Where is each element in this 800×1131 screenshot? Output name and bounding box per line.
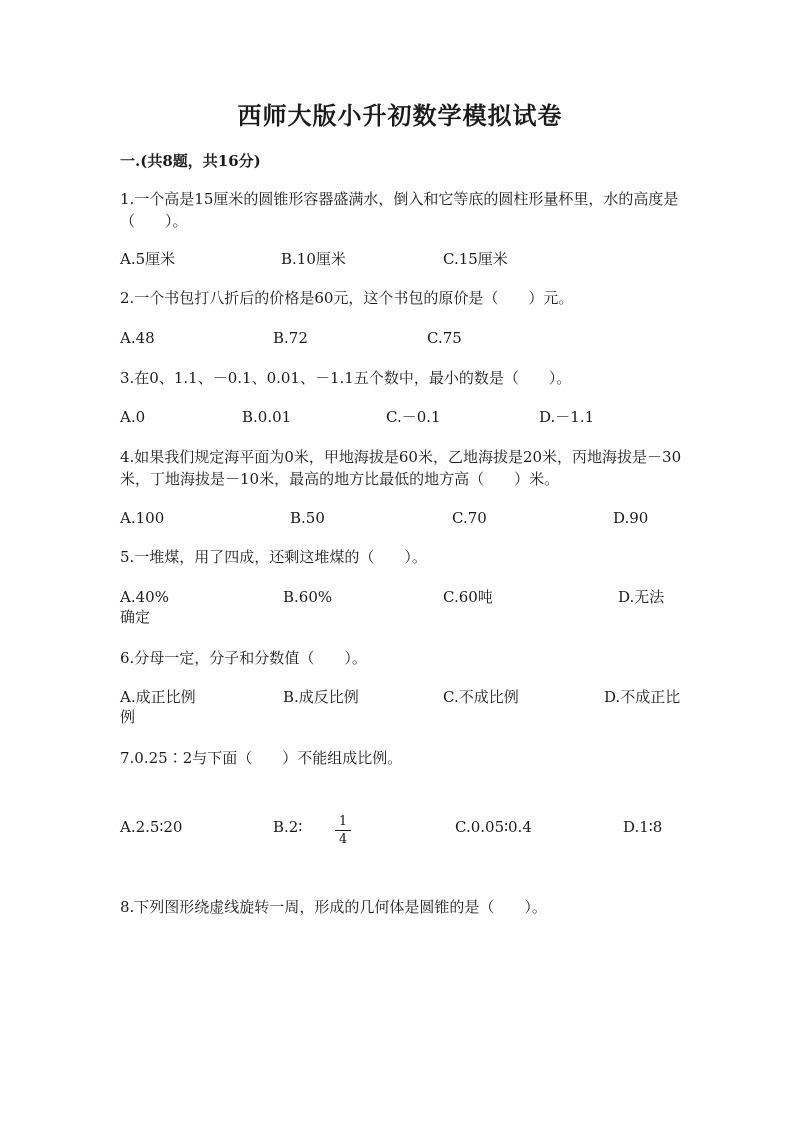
question-4-option-a[interactable]: A.100 [120,509,165,527]
question-1-stem: 1.一个高是15厘米的圆锥形容器盛满水，倒入和它等底的圆柱形量杯里，水的高度是（ ）。 [120,190,679,230]
page-title: 西师大版小升初数学模拟试卷 [237,101,563,130]
fraction-denominator: 4 [338,832,348,847]
question-2-option-b[interactable]: B.72 [273,329,308,347]
question-6-option-b[interactable]: B.成反比例 [283,688,359,706]
question-4-option-b[interactable]: B.50 [290,509,325,527]
question-7-option-d[interactable]: D.1∶8 [623,818,663,836]
section-header: 一.(共8题，共16分) [120,152,261,170]
question-3-option-a[interactable]: A.0 [120,408,146,426]
question-5-option-c[interactable]: C.60吨 [443,588,493,606]
fraction-bar [335,830,351,831]
fraction-numerator: 1 [338,814,348,829]
question-3-option-d[interactable]: D.－1.1 [539,408,595,426]
question-6-option-a[interactable]: A.成正比例 [120,688,196,706]
question-6-option-c[interactable]: C.不成比例 [443,688,519,706]
question-6-stem: 6.分母一定，分子和分数值（ ）。 [120,649,367,667]
question-5-stem: 5.一堆煤，用了四成，还剩这堆煤的（ ）。 [120,548,427,566]
question-7-option-c[interactable]: C.0.05∶0.4 [455,818,532,836]
question-5-option-d[interactable]: D.无法确定 [120,588,665,626]
question-2-stem: 2.一个书包打八折后的价格是60元，这个书包的原价是（ ）元。 [120,289,574,307]
question-5-option-b[interactable]: B.60% [283,588,333,606]
question-2-option-c[interactable]: C.75 [427,329,462,347]
question-7-stem: 7.0.25∶2与下面（ ）不能组成比例。 [120,749,403,767]
question-3-stem: 3.在0、1.1、－0.1、0.01、－1.1五个数中，最小的数是（ ）。 [120,369,572,387]
question-5-option-a[interactable]: A.40% [120,588,169,606]
question-8-stem: 8.下列图形绕虚线旋转一周，形成的几何体是圆锥的是（ ）。 [120,898,547,916]
question-7-option-b[interactable]: B.2∶ [273,818,303,836]
question-1-option-b[interactable]: B.10厘米 [281,250,346,268]
question-7-option-a[interactable]: A.2.5∶20 [120,818,183,836]
question-6-option-d[interactable]: D.不成正比例 [120,688,681,726]
question-2-option-a[interactable]: A.48 [120,329,155,347]
question-4-stem: 4.如果我们规定海平面为0米，甲地海拔是60米，乙地海拔是20米，丙地海拔是－30米，丁地海拔是－10米，最高的地方比最低的地方高（ ）米。 [120,448,682,488]
question-4-option-d[interactable]: D.90 [613,509,649,527]
question-1-option-a[interactable]: A.5厘米 [120,250,176,268]
question-3-option-c[interactable]: C.－0.1 [386,408,441,426]
question-7-option-b-fraction [332,814,354,847]
question-4-option-c[interactable]: C.70 [452,509,487,527]
question-3-option-b[interactable]: B.0.01 [242,408,292,426]
question-1-option-c[interactable]: C.15厘米 [443,250,508,268]
